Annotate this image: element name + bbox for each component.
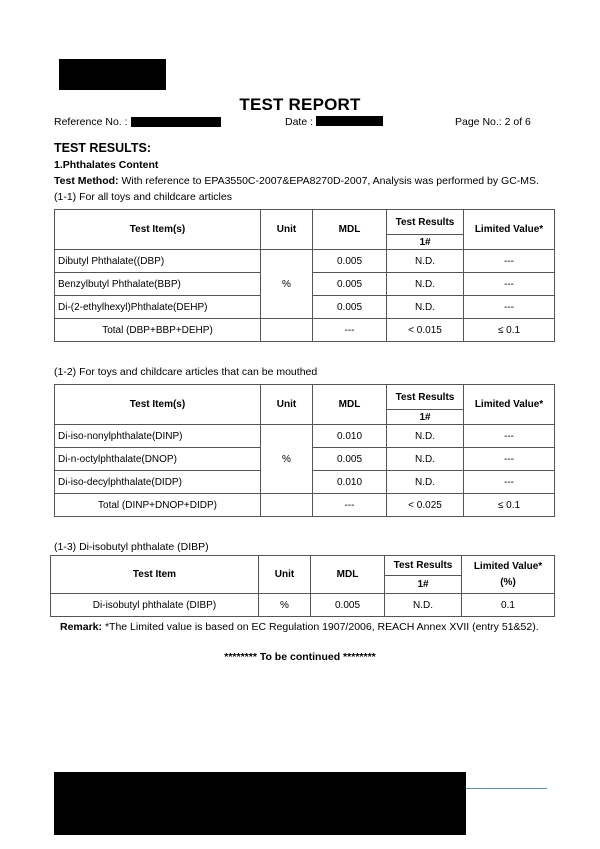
total-limit: ≤ 0.1 — [464, 319, 555, 342]
row-mdl: 0.005 — [313, 448, 387, 471]
row-mdl: 0.010 — [313, 425, 387, 448]
test-method-text: With reference to EPA3550C-2007&EPA8270D-2007, Analysis was performed by GC-MS. — [118, 175, 539, 187]
table-total-row — [55, 319, 555, 342]
row-mdl: 0.005 — [311, 594, 385, 617]
total-unit — [261, 319, 313, 342]
row-result: N.D. — [387, 250, 464, 273]
table3-caption: (1-3) Di-isobutyl phthalate (DIBP) — [54, 541, 209, 553]
col-unit: Unit — [261, 210, 313, 250]
page-number: Page No.: 2 of 6 — [455, 116, 531, 128]
col-mdl: MDL — [313, 385, 387, 425]
table1-caption: (1-1) For all toys and childcare articles — [54, 191, 232, 203]
redacted-logo — [59, 59, 166, 90]
dibp-table — [50, 555, 555, 617]
redacted-reference-number — [131, 117, 221, 127]
col-sample-1: 1# — [387, 410, 464, 425]
col-test-item: Test Item — [51, 556, 259, 594]
row-mdl: 0.005 — [313, 296, 387, 319]
row-limit: --- — [464, 250, 555, 273]
table-row — [55, 425, 555, 448]
row-result: N.D. — [385, 594, 462, 617]
total-mdl: --- — [313, 494, 387, 517]
col-test-results: Test Results — [387, 385, 464, 410]
col-test-item: Test Item(s) — [55, 385, 261, 425]
phthalates-table-1 — [54, 209, 555, 342]
row-result: N.D. — [387, 425, 464, 448]
row-mdl: 0.005 — [313, 250, 387, 273]
row-item: Benzylbutyl Phthalate(BBP) — [55, 273, 261, 296]
total-result: < 0.015 — [387, 319, 464, 342]
total-limit: ≤ 0.1 — [464, 494, 555, 517]
row-mdl: 0.005 — [313, 273, 387, 296]
total-result: < 0.025 — [387, 494, 464, 517]
table-total-row — [55, 494, 555, 517]
remark-label: Remark: — [60, 621, 103, 633]
results-heading: TEST RESULTS: — [54, 141, 151, 155]
unit-cell: % — [261, 425, 313, 494]
test-method-label: Test Method: — [54, 175, 119, 187]
col-unit: Unit — [259, 556, 311, 594]
row-result: N.D. — [387, 471, 464, 494]
row-result: N.D. — [387, 448, 464, 471]
col-limited-value — [462, 556, 555, 594]
table-row — [51, 594, 555, 617]
row-item: Dibutyl Phthalate((DBP) — [55, 250, 261, 273]
unit-cell: % — [261, 250, 313, 319]
total-unit — [261, 494, 313, 517]
col-mdl: MDL — [311, 556, 385, 594]
row-item: Di-(2-ethylhexyl)Phthalate(DEHP) — [55, 296, 261, 319]
row-limit: --- — [464, 471, 555, 494]
total-item: Total (DINP+DNOP+DIDP) — [55, 494, 261, 517]
row-item: Di-iso-nonylphthalate(DINP) — [55, 425, 261, 448]
reference-label: Reference No. : — [54, 116, 128, 128]
col-mdl: MDL — [313, 210, 387, 250]
col-sample-1: 1# — [387, 235, 464, 250]
row-result: N.D. — [387, 273, 464, 296]
row-item: Di-isobutyl phthalate (DIBP) — [51, 594, 259, 617]
row-limit: --- — [464, 296, 555, 319]
redacted-footer — [54, 772, 466, 835]
limited-value-unit: (%) — [500, 576, 516, 588]
test-method — [54, 175, 539, 187]
row-result: N.D. — [387, 296, 464, 319]
col-test-results: Test Results — [385, 556, 462, 576]
row-unit: % — [259, 594, 311, 617]
row-limit: --- — [464, 273, 555, 296]
total-mdl: --- — [313, 319, 387, 342]
total-item: Total (DBP+BBP+DEHP) — [55, 319, 261, 342]
date-label: Date : — [285, 116, 314, 128]
row-mdl: 0.010 — [313, 471, 387, 494]
row-limit: 0.1 — [462, 594, 555, 617]
col-unit: Unit — [261, 385, 313, 425]
section-title: 1.Phthalates Content — [54, 159, 159, 171]
col-test-results: Test Results — [387, 210, 464, 235]
col-sample-1: 1# — [385, 576, 462, 594]
footer-rule — [460, 788, 547, 789]
row-limit: --- — [464, 448, 555, 471]
col-limited-value: Limited Value* — [464, 385, 555, 425]
table2-caption: (1-2) For toys and childcare articles that can be mouthed — [54, 366, 318, 378]
row-item: Di-n-octylphthalate(DNOP) — [55, 448, 261, 471]
remark — [60, 621, 539, 633]
limited-value-label: Limited Value* — [473, 560, 543, 572]
redacted-date — [316, 116, 383, 126]
table-row — [55, 250, 555, 273]
page-title: TEST REPORT — [239, 95, 361, 114]
to-be-continued: ******** To be continued ******** — [224, 651, 376, 663]
col-test-item: Test Item(s) — [55, 210, 261, 250]
row-limit: --- — [464, 425, 555, 448]
col-limited-value: Limited Value* — [464, 210, 555, 250]
phthalates-table-2 — [54, 384, 555, 517]
remark-text: *The Limited value is based on EC Regulation 1907/2006, REACH Annex XVII (entry 51&52). — [102, 621, 539, 633]
row-item: Di-iso-decylphthalate(DIDP) — [55, 471, 261, 494]
